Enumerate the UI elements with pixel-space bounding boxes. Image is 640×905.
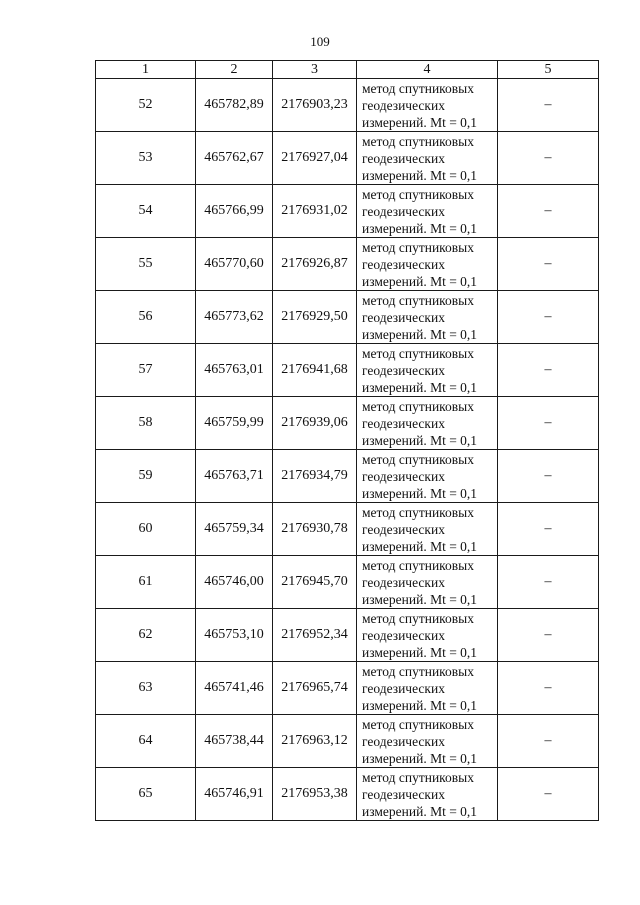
point-number-cell: 57: [96, 344, 196, 397]
note-cell: –: [498, 291, 599, 344]
x-coordinate-cell: 465746,91: [196, 768, 273, 821]
x-coordinate-cell: 465763,71: [196, 450, 273, 503]
x-coordinate-cell: 465762,67: [196, 132, 273, 185]
y-coordinate-cell: 2176963,12: [273, 715, 357, 768]
method-cell: [357, 768, 498, 821]
note-cell: –: [498, 715, 599, 768]
note-cell: –: [498, 79, 599, 132]
table-row: [96, 768, 599, 821]
method-cell: [357, 132, 498, 185]
y-coordinate-cell: 2176945,70: [273, 556, 357, 609]
x-coordinate-cell: 465773,62: [196, 291, 273, 344]
method-cell: [357, 291, 498, 344]
y-coordinate-cell: 2176953,38: [273, 768, 357, 821]
method-text-line: метод спутниковых: [362, 80, 474, 96]
x-coordinate-cell: 465741,46: [196, 662, 273, 715]
coordinates-table: [95, 60, 599, 821]
note-cell: –: [498, 768, 599, 821]
y-coordinate-cell: 2176965,74: [273, 662, 357, 715]
point-number-cell: 61: [96, 556, 196, 609]
table-row: [96, 344, 599, 397]
method-text-line: метод спутниковых: [362, 557, 474, 573]
method-text-line: метод спутниковых: [362, 663, 474, 679]
method-text-line: геодезических: [362, 574, 445, 590]
note-cell: –: [498, 185, 599, 238]
x-coordinate-cell: 465759,99: [196, 397, 273, 450]
method-text-line: метод спутниковых: [362, 504, 474, 520]
method-cell: [357, 397, 498, 450]
table-row: [96, 450, 599, 503]
note-cell: –: [498, 609, 599, 662]
method-text-line: измерений. Mt = 0,1: [362, 697, 478, 713]
column-header-3: 3: [273, 61, 357, 79]
method-text-line: метод спутниковых: [362, 133, 474, 149]
method-text-line: измерений. Mt = 0,1: [362, 432, 478, 448]
column-header-5: 5: [498, 61, 599, 79]
method-text-line: измерений. Mt = 0,1: [362, 379, 478, 395]
y-coordinate-cell: 2176926,87: [273, 238, 357, 291]
method-text-line: измерений. Mt = 0,1: [362, 750, 478, 766]
point-number-cell: 64: [96, 715, 196, 768]
point-number-cell: 53: [96, 132, 196, 185]
table-row: [96, 238, 599, 291]
x-coordinate-cell: 465782,89: [196, 79, 273, 132]
method-text-line: геодезических: [362, 733, 445, 749]
note-cell: –: [498, 503, 599, 556]
x-coordinate-cell: 465763,01: [196, 344, 273, 397]
method-text-line: геодезических: [362, 680, 445, 696]
point-number-cell: 60: [96, 503, 196, 556]
y-coordinate-cell: 2176934,79: [273, 450, 357, 503]
point-number-cell: 59: [96, 450, 196, 503]
table-row: [96, 397, 599, 450]
point-number-cell: 56: [96, 291, 196, 344]
method-text-line: метод спутниковых: [362, 769, 474, 785]
table-row: [96, 79, 599, 132]
x-coordinate-cell: 465770,60: [196, 238, 273, 291]
x-coordinate-cell: 465766,99: [196, 185, 273, 238]
method-text-line: измерений. Mt = 0,1: [362, 644, 478, 660]
table-row: [96, 556, 599, 609]
table-row: [96, 132, 599, 185]
method-text-line: измерений. Mt = 0,1: [362, 114, 478, 130]
point-number-cell: 62: [96, 609, 196, 662]
note-cell: –: [498, 238, 599, 291]
note-cell: –: [498, 450, 599, 503]
table-row: [96, 291, 599, 344]
method-text-line: измерений. Mt = 0,1: [362, 220, 478, 236]
point-number-cell: 55: [96, 238, 196, 291]
point-number-cell: 54: [96, 185, 196, 238]
method-text-line: геодезических: [362, 415, 445, 431]
method-text-line: метод спутниковых: [362, 716, 474, 732]
y-coordinate-cell: 2176930,78: [273, 503, 357, 556]
method-text-line: измерений. Mt = 0,1: [362, 167, 478, 183]
point-number-cell: 63: [96, 662, 196, 715]
method-text-line: геодезических: [362, 362, 445, 378]
method-text-line: измерений. Mt = 0,1: [362, 326, 478, 342]
method-text-line: геодезических: [362, 468, 445, 484]
method-cell: [357, 662, 498, 715]
method-text-line: измерений. Mt = 0,1: [362, 273, 478, 289]
note-cell: –: [498, 556, 599, 609]
method-cell: [357, 609, 498, 662]
point-number-cell: 52: [96, 79, 196, 132]
method-cell: [357, 185, 498, 238]
y-coordinate-cell: 2176939,06: [273, 397, 357, 450]
y-coordinate-cell: 2176931,02: [273, 185, 357, 238]
table-row: [96, 185, 599, 238]
page-number: 109: [310, 34, 330, 49]
note-cell: –: [498, 662, 599, 715]
method-text-line: геодезических: [362, 521, 445, 537]
y-coordinate-cell: 2176929,50: [273, 291, 357, 344]
table-row: [96, 503, 599, 556]
method-text-line: метод спутниковых: [362, 451, 474, 467]
method-text-line: измерений. Mt = 0,1: [362, 485, 478, 501]
method-text-line: метод спутниковых: [362, 610, 474, 626]
method-cell: [357, 344, 498, 397]
table-row: [96, 662, 599, 715]
method-text-line: геодезических: [362, 97, 445, 113]
y-coordinate-cell: 2176903,23: [273, 79, 357, 132]
x-coordinate-cell: 465746,00: [196, 556, 273, 609]
method-text-line: геодезических: [362, 627, 445, 643]
note-cell: –: [498, 132, 599, 185]
method-text-line: метод спутниковых: [362, 345, 474, 361]
column-header-4: 4: [357, 61, 498, 79]
note-cell: –: [498, 344, 599, 397]
method-cell: [357, 79, 498, 132]
table-header-row: [96, 61, 599, 79]
point-number-cell: 58: [96, 397, 196, 450]
y-coordinate-cell: 2176941,68: [273, 344, 357, 397]
method-cell: [357, 715, 498, 768]
method-cell: [357, 238, 498, 291]
method-text-line: геодезических: [362, 786, 445, 802]
method-text-line: геодезических: [362, 309, 445, 325]
method-text-line: измерений. Mt = 0,1: [362, 538, 478, 554]
method-cell: [357, 450, 498, 503]
table-row: [96, 715, 599, 768]
x-coordinate-cell: 465759,34: [196, 503, 273, 556]
method-text-line: измерений. Mt = 0,1: [362, 591, 478, 607]
column-header-1: 1: [96, 61, 196, 79]
y-coordinate-cell: 2176952,34: [273, 609, 357, 662]
method-text-line: измерений. Mt = 0,1: [362, 803, 478, 819]
method-text-line: геодезических: [362, 203, 445, 219]
table-body: [96, 79, 599, 821]
x-coordinate-cell: 465738,44: [196, 715, 273, 768]
method-text-line: метод спутниковых: [362, 292, 474, 308]
method-cell: [357, 556, 498, 609]
point-number-cell: 65: [96, 768, 196, 821]
method-text-line: метод спутниковых: [362, 398, 474, 414]
column-header-2: 2: [196, 61, 273, 79]
method-text-line: метод спутниковых: [362, 239, 474, 255]
method-text-line: геодезических: [362, 256, 445, 272]
method-text-line: геодезических: [362, 150, 445, 166]
note-cell: –: [498, 397, 599, 450]
method-cell: [357, 503, 498, 556]
x-coordinate-cell: 465753,10: [196, 609, 273, 662]
y-coordinate-cell: 2176927,04: [273, 132, 357, 185]
method-text-line: метод спутниковых: [362, 186, 474, 202]
table-row: [96, 609, 599, 662]
